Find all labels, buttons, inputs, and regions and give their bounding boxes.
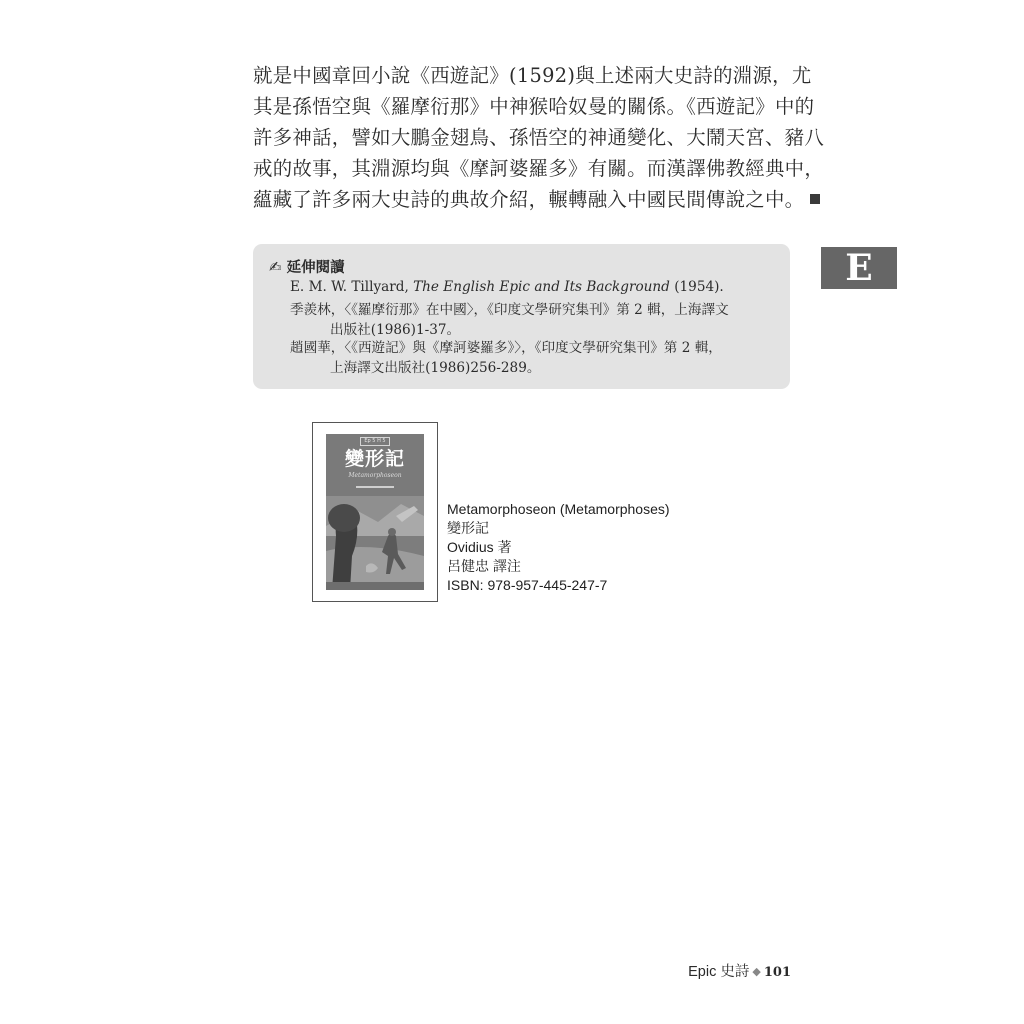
pen-writing-icon: ✍ xyxy=(269,258,282,276)
reference-book-title: The English Epic and Its Background xyxy=(413,279,670,295)
reference-year: (1954). xyxy=(669,279,724,295)
reference-item xyxy=(290,300,780,340)
further-reading-title: 延伸閱讀 xyxy=(286,260,345,276)
body-line: 其是孫悟空與《羅摩衍那》中神猴哈奴曼的關係。《西遊記》中的 xyxy=(253,95,815,118)
reference-item xyxy=(290,277,780,297)
footer-section-name: Epic 史詩 xyxy=(688,964,750,980)
diamond-separator-icon: ◆ xyxy=(752,966,761,978)
cover-subtitle: Metamorphoseon xyxy=(348,472,402,479)
reference-author: E. M. W. Tillyard, xyxy=(290,279,414,295)
body-line: 許多神話，譬如大鵬金翅鳥、孫悟空的神通變化、大鬧天宮、豬八 xyxy=(253,126,825,149)
cover-series-label: Ep 5 H 5 xyxy=(360,437,390,446)
book-title-zh: 變形記 xyxy=(447,520,489,536)
reference-line: 季羨林，〈《羅摩衍那》在中國〉，《印度文學研究集刊》第 2 輯，上海譯文 xyxy=(290,302,729,318)
section-letter-tab: E xyxy=(821,247,897,289)
body-line: 就是中國章回小說《西遊記》(1592)與上述兩大史詩的淵源，尤 xyxy=(253,64,812,87)
body-line-last xyxy=(253,184,805,215)
book-author: Ovidius 著 xyxy=(447,539,512,555)
reference-line-continued: 上海譯文出版社(1986)256-289。 xyxy=(330,360,541,376)
body-line: 戒的故事，其淵源均與《摩訶婆羅多》有關。而漢譯佛教經典中， xyxy=(253,157,825,180)
book-isbn: ISBN: 978-957-445-247-7 xyxy=(447,577,608,593)
page-footer xyxy=(688,960,791,981)
book-cover-image xyxy=(326,434,424,590)
body-paragraph xyxy=(253,60,825,215)
end-square-icon xyxy=(810,194,820,204)
book-translator: 呂健忠 譯注 xyxy=(447,558,521,574)
cover-author-line xyxy=(326,484,424,490)
further-reading-heading xyxy=(269,256,345,277)
book-info xyxy=(447,500,670,595)
page-number: 101 xyxy=(763,965,791,980)
reference-item xyxy=(290,338,780,378)
body-line-text: 蘊藏了許多兩大史詩的典故介紹，輾轉融入中國民間傳說之中。 xyxy=(253,188,805,211)
reference-line: 趙國華，〈《西遊記》與《摩訶婆羅多》〉，《印度文學研究集刊》第 2 輯， xyxy=(290,340,722,356)
cover-painting-illustration xyxy=(326,496,424,590)
book-title-en: Metamorphoseon (Metamorphoses) xyxy=(447,501,670,517)
book-cover-frame xyxy=(312,422,438,602)
cover-title: 變形記 xyxy=(344,448,405,470)
reference-line-continued: 出版社(1986)1-37。 xyxy=(330,322,461,338)
further-reading-box xyxy=(253,244,790,389)
